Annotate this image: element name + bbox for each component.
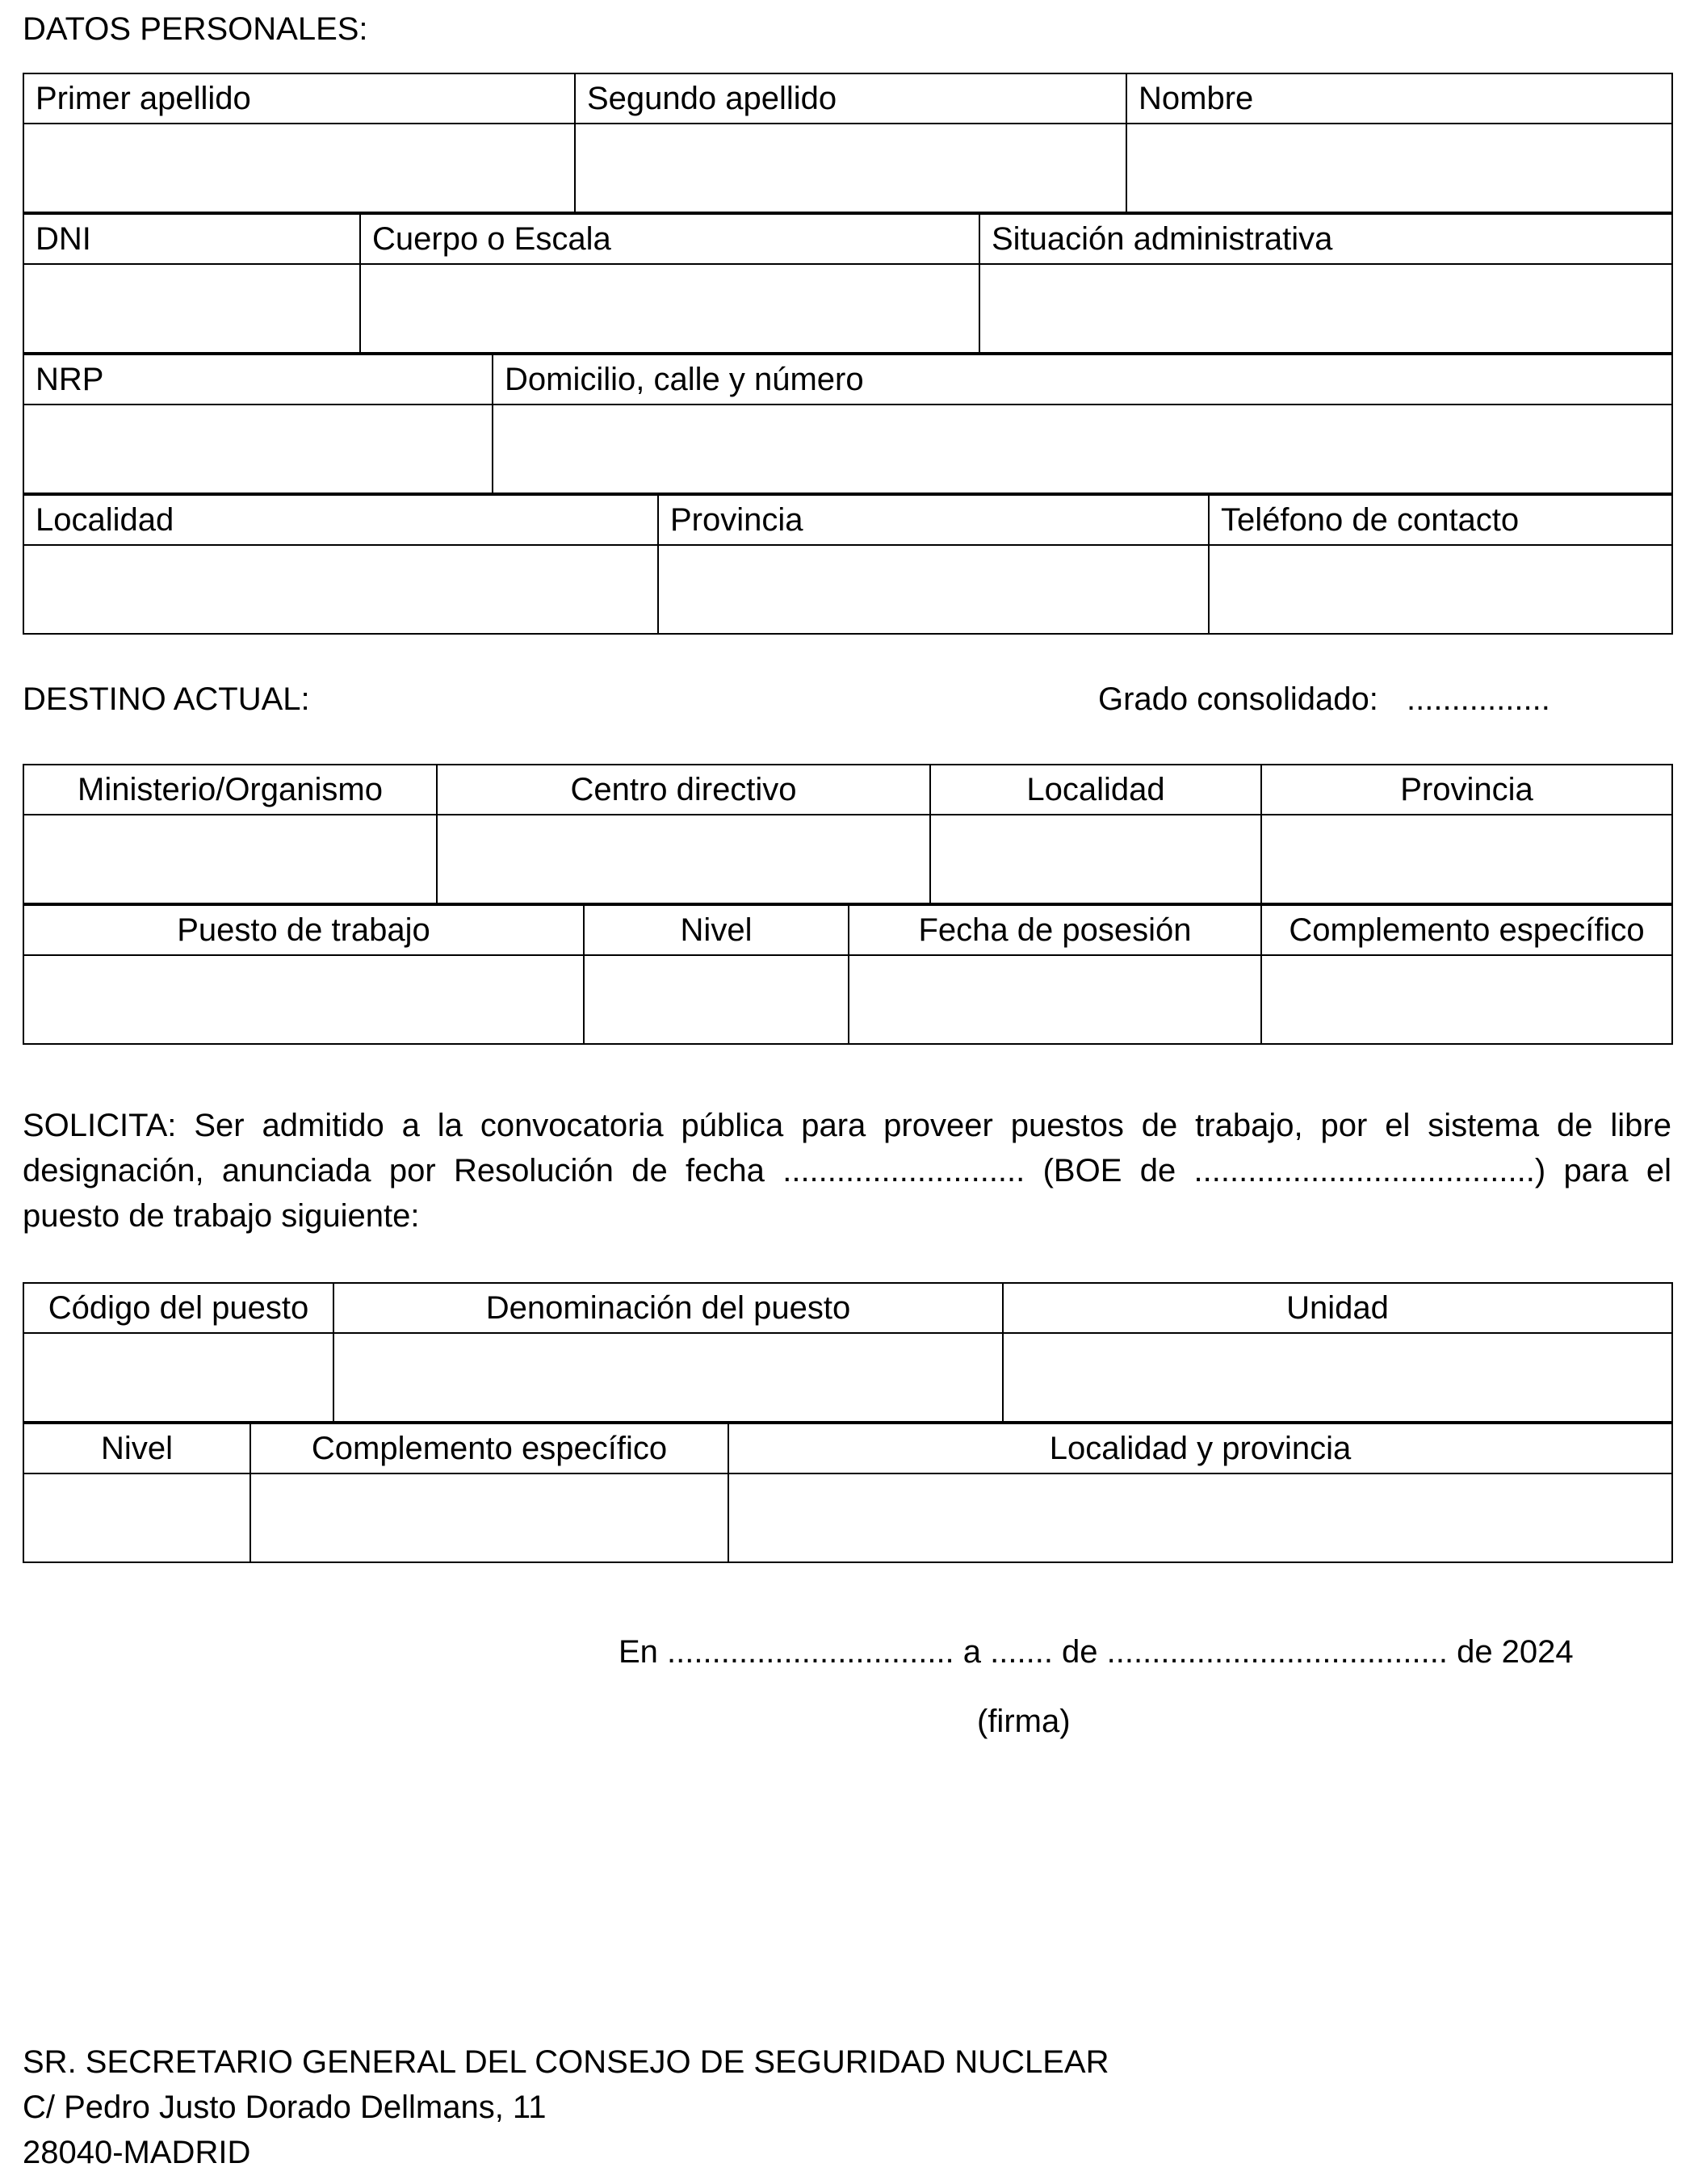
nombre-label: Nombre	[1126, 73, 1672, 124]
nrp-label: NRP	[23, 354, 493, 405]
localidad-field[interactable]	[23, 545, 658, 634]
grado-consolidado-field[interactable]: ................	[1407, 681, 1550, 717]
destino-actual-heading: DESTINO ACTUAL:	[23, 681, 310, 717]
firma-label: (firma)	[977, 1704, 1071, 1739]
fecha-posesion-label: Fecha de posesión	[849, 905, 1261, 955]
puesto-nivel-field[interactable]	[23, 1473, 250, 1562]
destino-localidad-field[interactable]	[930, 815, 1261, 903]
puesto-nivel-label: Nivel	[23, 1423, 250, 1473]
ministerio-label: Ministerio/Organismo	[23, 765, 437, 815]
denominacion-puesto-label: Denominación del puesto	[333, 1283, 1003, 1333]
fecha-posesion-field[interactable]	[849, 955, 1261, 1044]
centro-directivo-field[interactable]	[437, 815, 930, 903]
destino-localidad-label: Localidad	[930, 765, 1261, 815]
datos-personales-table-row3	[23, 354, 1673, 494]
puesto-solicitado-table-row1	[23, 1282, 1673, 1423]
situacion-administrativa-label: Situación administrativa	[979, 214, 1672, 264]
destinatario-line2: C/ Pedro Justo Dorado Dellmans, 11	[23, 2090, 547, 2125]
puesto-solicitado-table-row2	[23, 1423, 1673, 1563]
centro-directivo-label: Centro directivo	[437, 765, 930, 815]
destino-provincia-label: Provincia	[1261, 765, 1672, 815]
destino-actual-table-row1	[23, 764, 1673, 904]
grado-consolidado-label: Grado consolidado:	[1098, 681, 1378, 717]
telefono-label: Teléfono de contacto	[1209, 495, 1672, 545]
destinatario-line3: 28040-MADRID	[23, 2135, 251, 2170]
puesto-trabajo-field[interactable]	[23, 955, 584, 1044]
datos-personales-table-row1	[23, 73, 1673, 213]
telefono-field[interactable]	[1209, 545, 1672, 634]
localidad-provincia-label: Localidad y provincia	[728, 1423, 1672, 1473]
nombre-field[interactable]	[1126, 124, 1672, 212]
provincia-label: Provincia	[658, 495, 1209, 545]
fecha-firma-line[interactable]: En ................................ a ....... de ...................................... de 2024	[619, 1634, 1574, 1670]
datos-personales-heading: DATOS PERSONALES:	[23, 11, 368, 47]
destinatario-line1: SR. SECRETARIO GENERAL DEL CONSEJO DE SEGURIDAD NUCLEAR	[23, 2044, 1109, 2080]
datos-personales-table-row4	[23, 494, 1673, 635]
destino-complemento-field[interactable]	[1261, 955, 1672, 1044]
segundo-apellido-field[interactable]	[575, 124, 1126, 212]
domicilio-field[interactable]	[493, 405, 1672, 493]
primer-apellido-label: Primer apellido	[23, 73, 575, 124]
cuerpo-escala-label: Cuerpo o Escala	[360, 214, 979, 264]
domicilio-label: Domicilio, calle y número	[493, 354, 1672, 405]
unidad-field[interactable]	[1003, 1333, 1672, 1422]
destino-actual-table-row2	[23, 904, 1673, 1045]
destino-nivel-label: Nivel	[584, 905, 849, 955]
primer-apellido-field[interactable]	[23, 124, 575, 212]
nrp-field[interactable]	[23, 405, 493, 493]
destino-complemento-label: Complemento específico	[1261, 905, 1672, 955]
destino-provincia-field[interactable]	[1261, 815, 1672, 903]
ministerio-field[interactable]	[23, 815, 437, 903]
segundo-apellido-label: Segundo apellido	[575, 73, 1126, 124]
unidad-label: Unidad	[1003, 1283, 1672, 1333]
localidad-label: Localidad	[23, 495, 658, 545]
situacion-administrativa-field[interactable]	[979, 264, 1672, 353]
puesto-complemento-label: Complemento específico	[250, 1423, 728, 1473]
puesto-trabajo-label: Puesto de trabajo	[23, 905, 584, 955]
provincia-field[interactable]	[658, 545, 1209, 634]
destino-nivel-field[interactable]	[584, 955, 849, 1044]
cuerpo-escala-field[interactable]	[360, 264, 979, 353]
datos-personales-table-row2	[23, 213, 1673, 354]
localidad-provincia-field[interactable]	[728, 1473, 1672, 1562]
codigo-puesto-label: Código del puesto	[23, 1283, 333, 1333]
codigo-puesto-field[interactable]	[23, 1333, 333, 1422]
puesto-complemento-field[interactable]	[250, 1473, 728, 1562]
solicita-paragraph: SOLICITA: Ser admitido a la convocatoria pública para proveer puestos de trabajo, por el sistema de libre designación, anunciada por Resolución de fecha ........................... (BOE de ......................................) para el puesto de trabajo siguiente:	[23, 1108, 1671, 1234]
denominacion-puesto-field[interactable]	[333, 1333, 1003, 1422]
dni-field[interactable]	[23, 264, 360, 353]
dni-label: DNI	[23, 214, 360, 264]
